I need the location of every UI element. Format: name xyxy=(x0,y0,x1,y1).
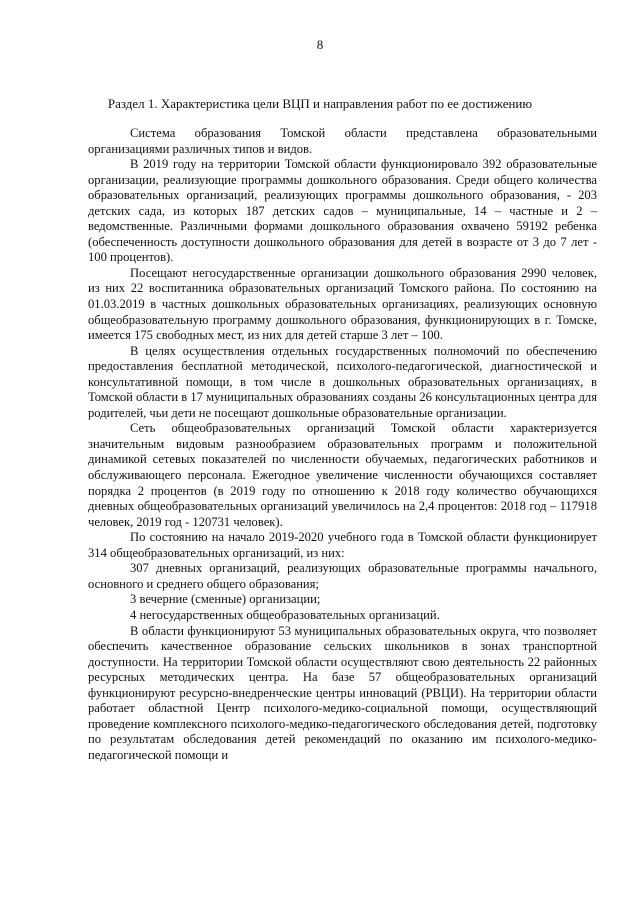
list-item: 4 негосударственных общеобразовательных организаций. xyxy=(130,607,440,622)
page-number: 8 xyxy=(316,37,324,52)
list-item: 307 дневных организаций, реализующих образовательные программы начального, основного и среднего общего образования; xyxy=(88,561,597,591)
paragraph: Посещают негосударственные организации дошкольного образования 2990 человек, из них 22 воспитанника образовательных организаций Томского района. По состоянию на 01.03.2019 в частных дошкольных образовательных организациях, реализующих основную общеобразовательную программу дошкольного образования, функционирующих в г. Томске, имеется 175 свободных мест, из них для детей старше 3 лет – 100. xyxy=(88,265,597,343)
list-item: 3 вечерние (сменные) организации; xyxy=(130,592,321,607)
paragraph: В 2019 году на территории Томской области функционировало 392 образовательные организации, реализующие программы дошкольного образования. Среди общего количества образовательных организаций, реализующих программы дошкольного образования, - 203 детских сада, из которых 187 детских садов – муниципальные, 14 – частные и 2 – ведомственные. Различными формами дошкольного образования охвачено 59192 ребенка (обеспеченность доступности дошкольного образования для детей в возрасте от 3 до 7 лет - 100 процентов). xyxy=(88,157,597,265)
section-heading: Раздел 1. Характеристика цели ВЦП и направления работ по ее достижению xyxy=(107,96,533,111)
paragraph: В целях осуществления отдельных государственных полномочий по обеспечению предоставления бесплатной методической, психолого-педагогической, диагностической и консультативной помощи, в том числе в дошкольных образовательных организациях, в Томской области в 17 муниципальных образованиях созданы 26 консультационных центра для родителей, чьи дети не посещают дошкольные образовательные организации. xyxy=(88,343,597,420)
paragraph: В области функционируют 53 муниципальных образовательных округа, что позволяет обеспечить качественное образование сельских школьников в зонах транспортной доступности. На территории Томской области осуществляют свою деятельность 22 районных ресурсных методических центра. На базе 57 общеобразовательных организаций функционируют ресурсно-внедренческие центры инноваций (РВЦИ). На территории области работает областной Центр психолого-медико-социальной помощи, осуществляющий проведение комплексного психолого-медико-педагогического обследования детей, подготовку по результатам обследования детей рекомендаций по оказанию им психолого-медико-педагогической помощи и xyxy=(88,623,597,762)
body-text xyxy=(88,126,597,763)
paragraph: Система образования Томской области представлена образовательными организациями различных типов и видов. xyxy=(88,126,597,156)
paragraph: Сеть общеобразовательных организаций Томской области характеризуется значительным видовым разнообразием образовательных программ и положительной динамикой сетевых показателей по численности обучаемых, педагогических работников и обслуживающего персонала. Ежегодное увеличение численности обучающихся составляет порядка 2 процентов (в 2019 году по отношению к 2018 году количество обучающихся дневных общеобразовательных организаций увеличилось на 2,4 процентов: 2018 год – 117918 человек, 2019 год - 120731 человек). xyxy=(88,421,597,529)
paragraph: По состоянию на начало 2019-2020 учебного года в Томской области функционирует 314 общеобразовательных организаций, из них: xyxy=(88,530,597,560)
